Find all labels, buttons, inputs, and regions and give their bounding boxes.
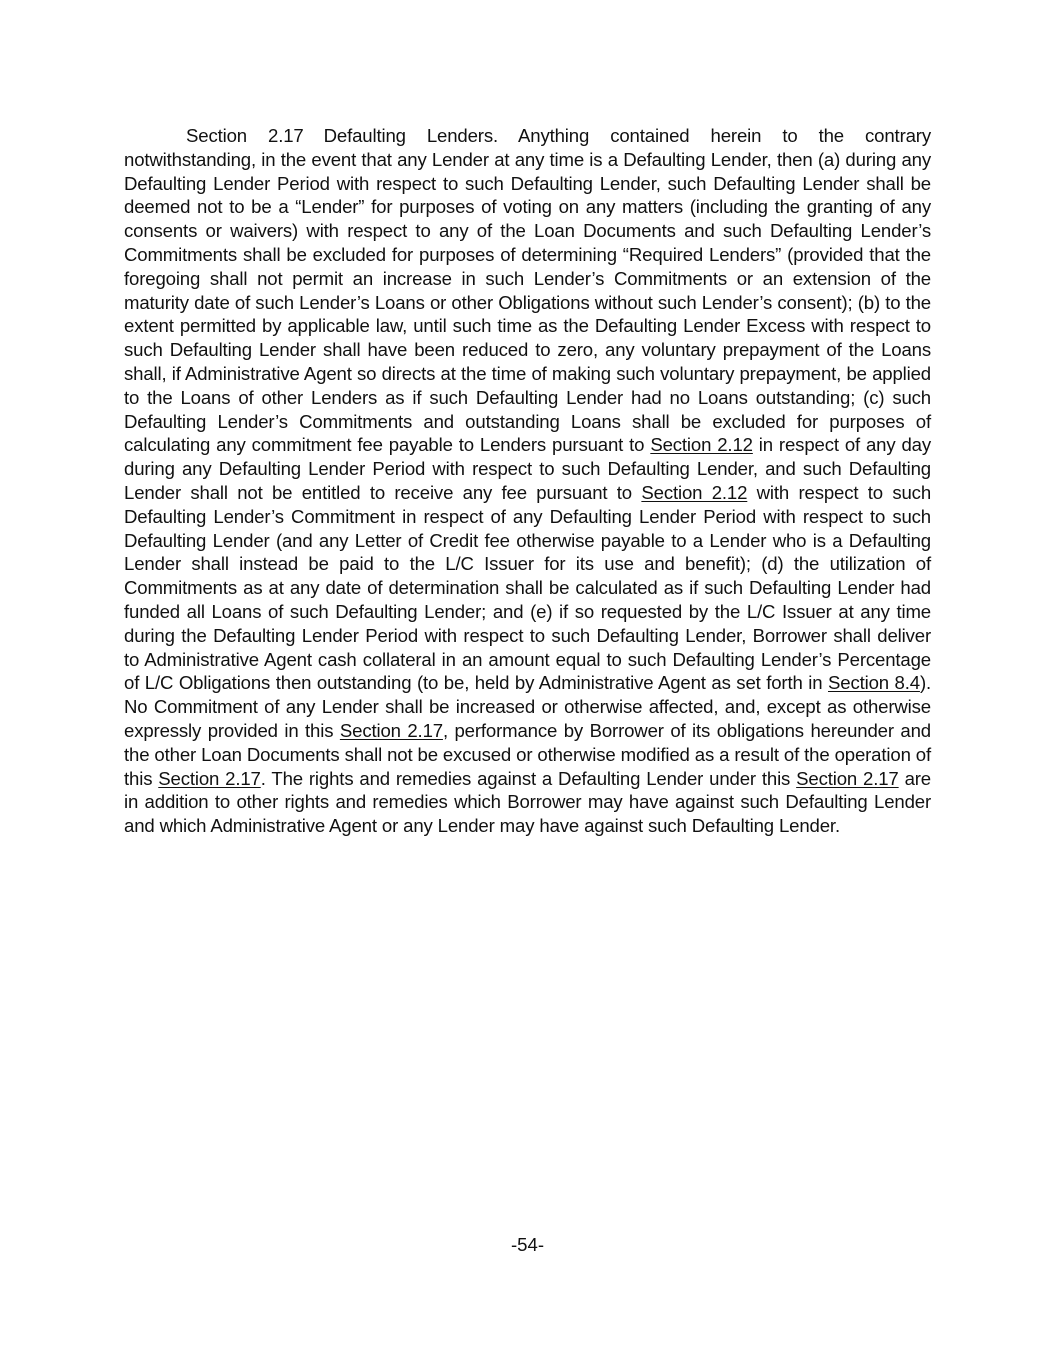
body-text: in respect of any day during any Defaulting Lender Period with respect to such Defaulting Lender, and such Defaulting Lender shall not be entitled to receive any fee pursuant to <box>124 434 931 503</box>
section-reference-link[interactable]: Section 8.4 <box>828 672 920 694</box>
section-reference-link[interactable]: Section 2.17 <box>158 767 261 789</box>
section-reference-link[interactable]: Section 2.12 <box>650 434 753 456</box>
body-text: , performance by Borrower of its obligations hereunder and the other Loan Documents shall not be excused or otherwise modified as a result of the operation of this <box>124 719 931 789</box>
body-text: with respect to such Defaulting Lender’s Commitment in respect of any Defaulting Lender Period with respect to such Defaulting Lender (and any Letter of Credit fee otherwise payable to a Lender who is a Defaulting Lender shall instead be paid to the L/C Issuer for its use and benefit); (d) the utilization of Commitments as at any date of determination shall be calculated as if such Defaulting Lender had funded all Loans of such Defaulting Lender; and (e) if so requested by the L/C Issuer at any time during the Defaulting Lender Period with respect to such Defaulting Lender, Borrower shall deliver to Administrative Agent cash collateral in an amount equal to such Defaulting Lender’s Percentage of L/C Obligations then outstanding (to be, held by Administrative Agent as set forth in <box>124 481 932 694</box>
body-text: Anything contained herein to the contrary notwithstanding, in the event that any Lender at any time is a Defaulting Lender, then (a) during any Defaulting Lender Period with respect to such Defaulting Lender, such Defaulting Lender shall be deemed not to be a “Lender” for purposes of voting on any matters (including the granting of any consents or waivers) with respect to any of the Loan Documents and such Defaulting Lender’s Commitments shall be excluded for purposes of determining “Required Lenders” (provided that the foregoing shall not permit an increase in such Lender’s Commitments or an extension of the maturity date of such Lender’s Loans or other Obligations without such Lender’s consent); (b) to the extent permitted by applicable law, until such time as the Defaulting Lender Excess with respect to such Defaulting Lender shall have been reduced to zero, any voluntary prepayment of the Loans shall, if Administrative Agent so directs at the time of making such voluntary prepayment, be applied to the Loans of other Lenders as if such Defaulting Lender had no Loans outstanding; (c) such Defaulting Lender’s Commitments and outstanding Loans shall be excluded for purposes of calculating any commitment fee payable to Lenders pursuant to <box>124 125 931 456</box>
body-text: are in addition to other rights and remedies which Borrower may have against such Defaulting Lender and which Administrative Agent or any Lender may have against such Defaulting Lender. <box>124 767 931 837</box>
body-text: ). No Commitment of any Lender shall be increased or otherwise affected, and, except as otherwise expressly provided in this <box>124 672 931 741</box>
section-reference-link[interactable]: Section 2.12 <box>641 481 748 503</box>
page-number: -54- <box>510 1234 545 1255</box>
body-text: . The rights and remedies against a Defaulting Lender under this <box>260 767 797 789</box>
section-paragraph <box>124 124 931 838</box>
section-reference-link[interactable]: Section 2.17 <box>339 719 443 741</box>
section-number: Section 2.17 <box>186 125 304 146</box>
section-reference-link[interactable]: Section 2.17 <box>796 767 899 789</box>
section-title: Defaulting Lenders. <box>323 125 499 146</box>
